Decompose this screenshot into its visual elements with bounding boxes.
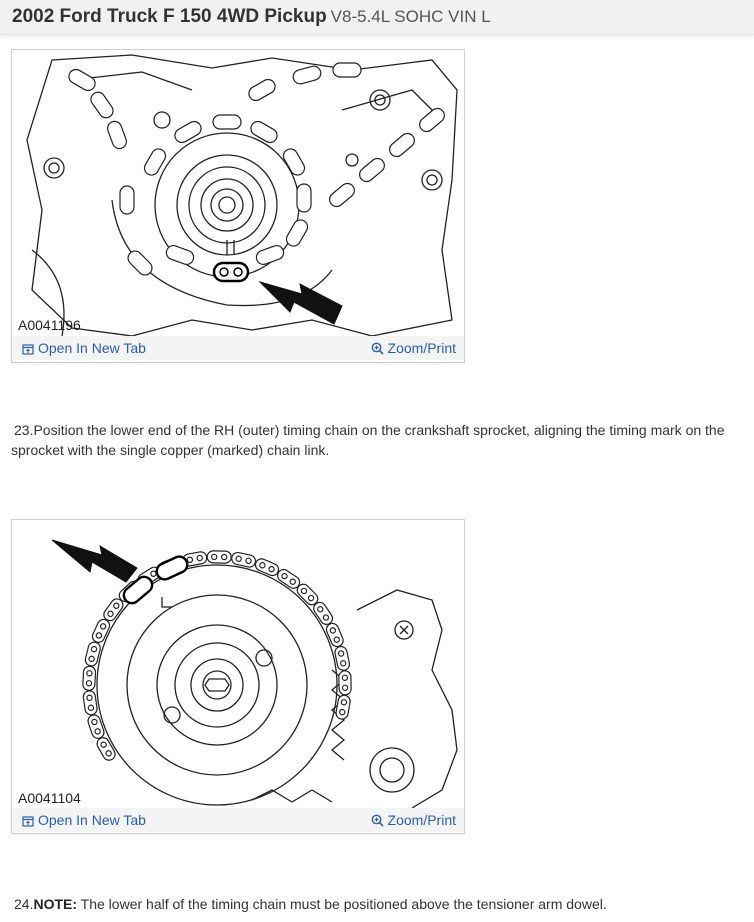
step-text: Position the lower end of the RH (outer) timing chain on the crankshaft sprocket, aligning the timing mark on the sprocket with the single copper (marked) chain link. bbox=[11, 422, 725, 458]
step-number: 24. bbox=[14, 896, 34, 912]
zoom-label: Zoom/Print bbox=[387, 340, 456, 356]
figure-id: A0041196 bbox=[18, 317, 81, 333]
new-tab-icon bbox=[22, 343, 34, 355]
figure-toolbar bbox=[12, 336, 464, 360]
step-note-label: NOTE: bbox=[33, 896, 78, 912]
open-in-new-tab-link[interactable] bbox=[22, 812, 146, 828]
zoom-print-link[interactable] bbox=[371, 812, 456, 828]
step-24 bbox=[11, 894, 743, 914]
step-number: 23. bbox=[14, 422, 34, 438]
timing-chain-illustration bbox=[12, 520, 464, 808]
zoom-label: Zoom/Print bbox=[387, 812, 456, 828]
timing-chain-illustration bbox=[12, 50, 464, 336]
engine-subtitle: V8-5.4L SOHC VIN L bbox=[330, 7, 491, 26]
figure-toolbar bbox=[12, 808, 464, 832]
figure-card bbox=[11, 49, 465, 363]
zoom-icon bbox=[371, 342, 384, 355]
figure-card bbox=[11, 519, 465, 834]
zoom-print-link[interactable] bbox=[371, 340, 456, 356]
open-in-new-tab-link[interactable] bbox=[22, 340, 146, 356]
zoom-icon bbox=[371, 814, 384, 827]
new-tab-icon bbox=[22, 815, 34, 827]
open-label: Open In New Tab bbox=[38, 340, 146, 356]
page-title bbox=[12, 6, 491, 28]
timing-chain-diagram[interactable] bbox=[12, 50, 464, 336]
timing-chain-diagram[interactable] bbox=[12, 520, 464, 808]
vehicle-title: 2002 Ford Truck F 150 4WD Pickup bbox=[12, 6, 327, 27]
open-label: Open In New Tab bbox=[38, 812, 146, 828]
step-text: The lower half of the timing chain must be positioned above the tensioner arm dowel. bbox=[77, 896, 607, 912]
page-header bbox=[0, 0, 754, 35]
step-23 bbox=[11, 420, 743, 460]
figure-id: A0041104 bbox=[18, 790, 81, 806]
